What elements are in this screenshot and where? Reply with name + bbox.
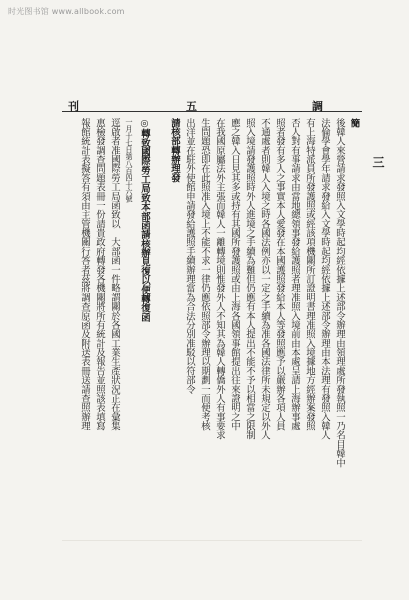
text-column: 逕啟者准國際勞工局函致以 大部函一件略謂關於各國工業生產狀況正在彙集 — [109, 118, 120, 431]
header-right-title: 調 — [312, 100, 323, 113]
text-columns — [62, 118, 362, 538]
column-gap — [152, 118, 167, 538]
watermark: 时光图书馆 www.allbook.com — [8, 7, 125, 16]
margin-mark: 三 — [371, 156, 385, 168]
section-heading-column: 請核部轉辦理發 — [169, 118, 180, 183]
page-body — [62, 118, 362, 538]
text-column: 有上海特派員所發護照或經該項機關所訂證明書理准照入境據地方經辦案發照 — [304, 118, 315, 431]
text-column: 後韓人來營請求發照入文學時起均經依據上述部令辦理由領理處所發執照一乃名目韓中 — [334, 118, 345, 468]
text-column: 照者發有多人之事實本人愛發在本國護照發給本人等發照應予以嚴辦各項人員 — [274, 118, 285, 431]
page-edge — [62, 540, 362, 541]
text-column: 出洋並在駐外使館申請發給護照手續辦理當為合法分別准駁以符部令 — [184, 118, 195, 394]
text-column: 不通處者則韓人入境之時各國法例亦以一定之手續為准各國法律所未規定以外人 — [259, 118, 270, 440]
section-heading-column: 𥳑 — [349, 118, 360, 128]
text-column: 生問題恐即在此照准入境上不能不求一律仍應依照部令辦理以期劃一而便考核 — [199, 118, 210, 431]
page-header — [62, 98, 362, 112]
text-column: 惠檢發調查問題表冊一份請貴政府轉發各機關將所有統計及報告並照該表填寫 — [94, 118, 105, 431]
header-page-number: 五 — [186, 100, 197, 113]
header-left-title: 刊 — [68, 100, 79, 113]
text-column: 應之韓入日見其多或持有其國所發護照或由上海各國領事館提出往來證明之中 — [229, 118, 240, 431]
text-column: 否人對有事請求由當地總領事發給護照者理准照入境前由本處呈請上海辦事處 — [289, 118, 300, 431]
text-column: 報館統計表擬答有須由主管機關行答者茲將調查原函及附送表冊送請查照辦理 — [79, 118, 90, 431]
text-column: 法倫學會學年請求發給入文學時起均經依據上述部令辦理由本法理有發照入韓人 — [319, 118, 330, 440]
text-column: 照入境請發護照時外人進境之手續為難但仍應有本人提出不能不予以相當之限制 — [244, 118, 255, 440]
text-column: 在我國原屬法外主張而韓人一離轉境則惟發外人不知其為韓人轉僑外人有事要求 — [214, 118, 225, 440]
section-heading-column: ◎轉致國際勞工局致本部函請核辦見復以便轉復函 — [139, 118, 150, 322]
text-column: 一月十七日第八百四十六號 — [125, 118, 134, 202]
